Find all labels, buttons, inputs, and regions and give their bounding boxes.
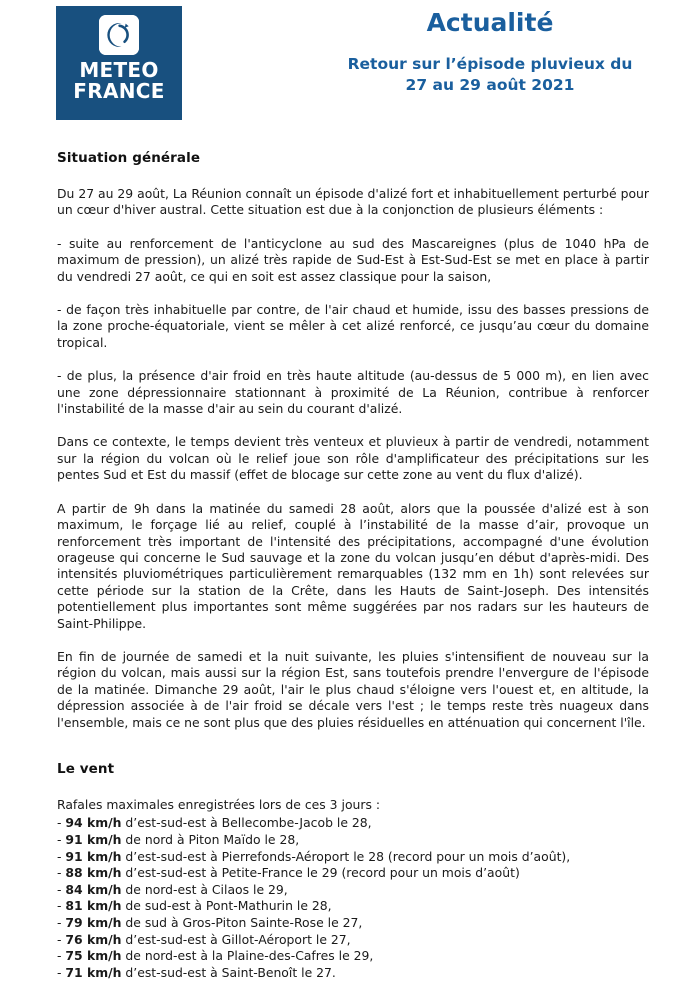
wind-location: d’est-sud-est à Gillot-Aéroport le 27,: [121, 931, 351, 947]
list-item: [57, 948, 649, 965]
page-subtitle-line2: 27 au 29 août 2021: [405, 76, 575, 94]
paragraph: - suite au renforcement de l'anticyclone au sud des Mascareignes (plus de 1040 hPa de maximum de pression), un alizé très rapide de Sud-Est à Est-Sud-Est se met en place à partir du vendredi 27 août, ce qui en soit est assez classique pour la saison,: [57, 235, 649, 284]
list-dash: -: [57, 931, 66, 947]
list-dash: -: [57, 815, 66, 831]
wind-speed: 71 km/h: [65, 964, 122, 980]
wind-speed: 79 km/h: [65, 914, 122, 930]
page-subtitle: [290, 54, 690, 96]
page-title: Actualité: [426, 8, 554, 37]
meteo-france-swirl-icon: [99, 15, 139, 55]
list-item: [57, 832, 649, 849]
list-dash: -: [57, 898, 66, 914]
list-dash: -: [57, 964, 66, 980]
wind-speed: 91 km/h: [65, 831, 122, 847]
paragraph: Dans ce contexte, le temps devient très venteux et pluvieux à partir de vendredi, notamment sur la région du volcan où le relief joue son rôle d'amplificateur des précipitations sur les pentes Sud et Est du massif (effet de blocage sur cette zone au vent du flux d'alizé).: [57, 434, 649, 483]
wind-gust-list: [57, 815, 649, 981]
document-header: [0, 0, 699, 128]
wind-location: de nord-est à Cilaos le 29,: [121, 881, 288, 897]
wind-location: d’est-sud-est à Pierrefonds-Aéroport le 28 (record pour un mois d’août),: [121, 848, 571, 864]
paragraph: A partir de 9h dans la matinée du samedi 28 août, alors que la poussée d'alizé est à son maximum, le forçage lié au relief, couplé à l’instabilité de la masse d’air, provoque un renforcement très important de l'intensité des précipitations, accompagné d'une évolution orageuse qui concerne le Sud sauvage et la zone du volcan jusqu’en début d'après-midi. Des intensités pluviométriques particulièrement remarquables (132 mm en 1h) sont relevées sur cette période sur la station de la Crête, dans les Hauts de Saint-Joseph. Des intensités potentiellement plus importantes sont même suggérées par nos radars sur les hauteurs de Saint-Philippe.: [57, 500, 649, 631]
list-item: [57, 815, 649, 832]
wind-speed: 81 km/h: [65, 898, 122, 914]
list-item: [57, 965, 649, 981]
wind-location: de sud à Gros-Piton Sainte-Rose le 27,: [121, 914, 363, 930]
wind-location: d’est-sud-est à Saint-Benoît le 27.: [121, 964, 336, 980]
list-dash: -: [57, 914, 66, 930]
wind-speed: 76 km/h: [65, 931, 122, 947]
list-item: [57, 932, 649, 949]
logo-text-meteo: METEO: [79, 58, 159, 82]
wind-location: de nord-est à la Plaine-des-Cafres le 29,: [121, 948, 374, 964]
logo-text-france: FRANCE: [73, 79, 165, 103]
wind-location: d’est-sud-est à Petite-France le 29 (record pour un mois d’août): [121, 865, 520, 881]
list-item: [57, 915, 649, 932]
meteo-france-logo: [56, 6, 182, 120]
wind-speed: 91 km/h: [65, 848, 122, 864]
list-dash: -: [57, 881, 66, 897]
page-subtitle-line1: Retour sur l’épisode pluvieux du: [347, 55, 633, 73]
wind-speed: 75 km/h: [65, 948, 122, 964]
paragraph: Du 27 au 29 août, La Réunion connaît un épisode d'alizé fort et inhabituellement perturbé pour un cœur d'hiver austral. Cette situation est due à la conjonction de plusieurs éléments :: [57, 186, 650, 218]
wind-speed: 84 km/h: [65, 881, 122, 897]
paragraph: - de façon très inhabituelle par contre, de l'air chaud et humide, issu des basses pressions de la zone proche-équatoriale, vient se mêler à cet alizé renforcé, ce jusqu’au cœur du domaine tropical.: [57, 302, 649, 350]
list-dash: -: [57, 948, 66, 964]
wind-speed: 88 km/h: [65, 865, 122, 881]
section-heading-le-vent: Le vent: [57, 760, 115, 777]
wind-location: de nord à Piton Maïdo le 28,: [121, 831, 300, 847]
list-item: [57, 849, 649, 866]
paragraph: En fin de journée de samedi et la nuit suivante, les pluies s'intensifient de nouveau sur la région du volcan, mais aussi sur la région Est, sans toutefois prendre l'envergure de l'épisode de la matinée. Dimanche 29 août, l'air le plus chaud s'éloigne vers l'ouest et, en altitude, la dépression associée à de l'air froid se décale vers l'est ; le temps reste très nuageux dans l'ensemble, mais ce ne sont plus que des pluies résiduelles en atténuation qui concernent l'île.: [57, 648, 649, 730]
section-heading-situation-generale: Situation générale: [57, 150, 201, 166]
header-title-block: [290, 8, 690, 96]
wind-speed: 94 km/h: [65, 815, 122, 831]
list-dash: -: [57, 848, 66, 864]
list-dash: -: [57, 865, 66, 881]
list-item: [57, 882, 649, 899]
paragraph: - de plus, la présence d'air froid en très haute altitude (au-dessus de 5 000 m), en lien avec une zone dépressionnaire stationnant à proximité de La Réunion, contribue à renforcer l'instabilité de la masse d'air au sein du courant d'alizé.: [57, 368, 649, 417]
wind-intro-text: Rafales maximales enregistrées lors de ces 3 jours :: [57, 796, 381, 812]
wind-location: d’est-sud-est à Bellecombe-Jacob le 28,: [121, 815, 372, 831]
wind-location: de sud-est à Pont-Mathurin le 28,: [121, 898, 332, 914]
document-body: [57, 150, 649, 981]
list-item: [57, 898, 649, 915]
list-dash: -: [57, 831, 66, 847]
